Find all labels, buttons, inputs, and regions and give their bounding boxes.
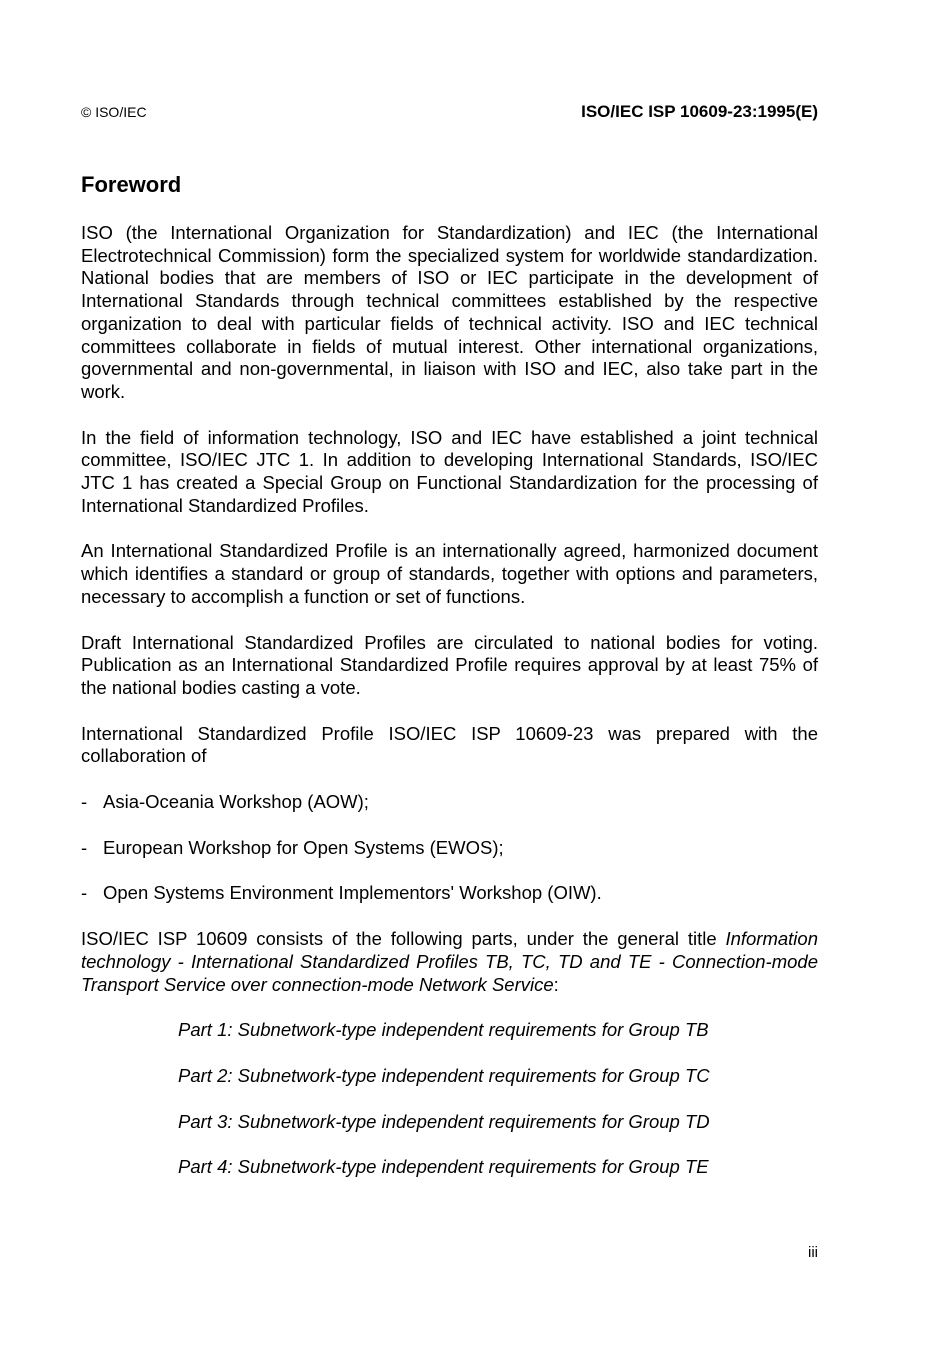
list-item — [81, 837, 818, 860]
paragraph: An International Standardized Profile is an internationally agreed, harmonized document which identifies a standard or group of standards, together with options and parameters, necessary to accomplish a function or set of functions. — [81, 540, 818, 607]
page-title: Foreword — [81, 172, 182, 197]
part-item: Part 1: Subnetwork-type independent requirements for Group TB — [178, 1019, 709, 1041]
list-dash: - — [81, 836, 88, 858]
paragraph: ISO (the International Organization for Standardization) and IEC (the International Electrotechnical Commission) form the specialized system for worldwide standardization. National bodies that are members of ISO or IEC participate in the development of International Standards through technical committees established by the respective organization to deal with particular fields of technical activity. ISO and IEC technical committees collaborate in fields of mutual interest. Other international organizations, governmental and non-governmental, in liaison with ISO and IEC, also take part in the work. — [81, 222, 818, 402]
document-id-header: ISO/IEC ISP 10609-23:1995(E) — [581, 102, 818, 121]
list-dash: - — [81, 791, 88, 813]
list-item — [81, 791, 818, 814]
page-number: iii — [808, 1244, 818, 1261]
part-item: Part 3: Subnetwork-type independent requirements for Group TD — [178, 1110, 710, 1132]
copyright-header: © ISO/IEC — [81, 104, 147, 120]
list-item — [81, 882, 818, 905]
parts-list — [178, 1019, 818, 1179]
general-title: Information technology - International Standardized Profiles TB, TC, TD and TE - Connection-mode Transport Service over connection-mode Network Service — [81, 928, 818, 995]
parts-intro-suffix: : — [553, 973, 559, 995]
part-item: Part 2: Subnetwork-type independent requirements for Group TC — [178, 1064, 710, 1086]
parts-intro-paragraph — [81, 928, 818, 996]
list-item-text: Asia-Oceania Workshop (AOW); — [103, 791, 369, 813]
paragraph: International Standardized Profile ISO/IEC ISP 10609-23 was prepared with the collaboration of — [81, 722, 818, 767]
list-item-text: Open Systems Environment Implementors' Workshop (OIW). — [103, 882, 602, 904]
list-dash: - — [81, 882, 88, 904]
paragraph: In the field of information technology, ISO and IEC have established a joint technical committee, ISO/IEC JTC 1. In addition to developing International Standards, ISO/IEC JTC 1 has created a Special Group on Functional Standardization for the processing of International Standardized Profiles. — [81, 426, 818, 516]
paragraph: Draft International Standardized Profiles are circulated to national bodies for voting. Publication as an International Standardized Profile requires approval by at least 75% of the national bodies casting a vote. — [81, 631, 818, 698]
list-item-text: European Workshop for Open Systems (EWOS); — [103, 836, 504, 858]
part-item: Part 4: Subnetwork-type independent requirements for Group TE — [178, 1156, 709, 1178]
parts-intro-text: ISO/IEC ISP 10609 consists of the following parts, under the general title — [81, 928, 726, 950]
body-text — [81, 222, 818, 1202]
